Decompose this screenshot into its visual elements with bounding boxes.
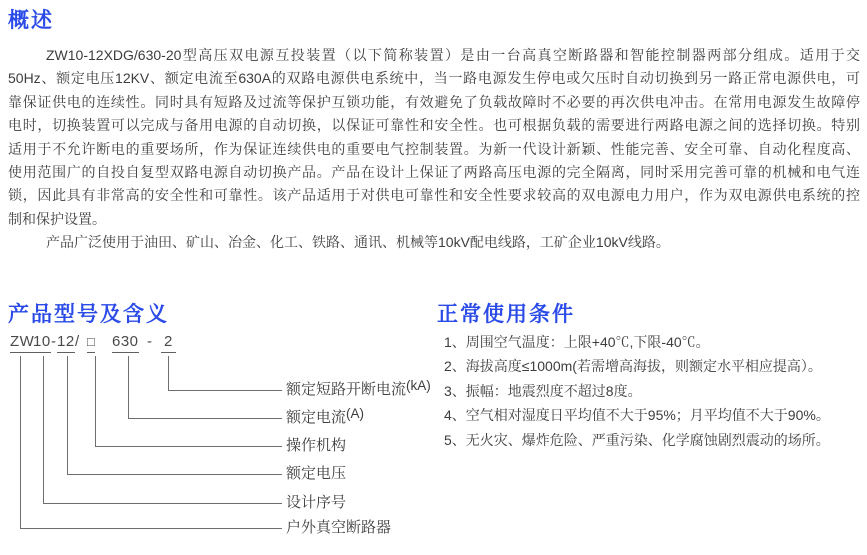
label-text: 额定短路开断电流: [286, 380, 407, 398]
model-segment-slash: /: [75, 332, 80, 350]
model-segment-hyphen: -: [51, 332, 57, 350]
label-text: 设计序号: [286, 493, 347, 511]
model-segment-hyphen2: -: [147, 332, 153, 350]
condition-item: 1、周围空气温度：上限+40℃,下限-40℃。: [444, 333, 710, 350]
model-part-label-outdoor-breaker: [286, 518, 391, 538]
leader-line-vertical: [168, 356, 169, 390]
condition-item: 4、空气相对湿度日平均值不大于95%；月平均值不大于90%。: [444, 407, 830, 424]
model-section-heading: 产品型号及含义: [8, 302, 169, 326]
model-segment-2: 2: [161, 333, 176, 353]
label-text: 额定电流: [286, 408, 347, 426]
leader-line-horizontal: [43, 503, 282, 504]
model-segment-630: 630: [112, 333, 139, 353]
model-part-label-breaking-current: [286, 377, 431, 400]
conditions-list: [437, 330, 860, 453]
leader-line-vertical: [43, 356, 44, 503]
model-segment-10: 10: [33, 333, 51, 353]
model-meaning-section: [8, 302, 437, 545]
leader-line-horizontal: [95, 446, 282, 447]
operating-conditions-section: [437, 302, 860, 545]
leader-line-vertical: [67, 356, 68, 474]
leader-line-vertical: [20, 356, 21, 528]
label-text: 额定电压: [286, 464, 347, 482]
overview-line: 制和保护设置。: [8, 210, 106, 227]
label-text: 户外真空断路器: [286, 518, 392, 536]
model-part-label-design-number: [286, 493, 346, 513]
condition-item: 5、无火灾、爆炸危险、严重污染、化学腐蚀剧烈震动的场所。: [444, 431, 830, 448]
leader-line-horizontal: [67, 474, 282, 475]
overview-line: 50Hz、额定电压12KV、额定电流至630A的双路电源供电系统中，当一路电源发生停电或欠压时自动切换到另一路正常电源供电，可: [8, 70, 860, 87]
model-part-label-rated-current: [286, 405, 365, 428]
leader-line-horizontal: [168, 390, 282, 391]
overview-line: 适用于不允许断电的重要场所，作为保证连续供电的重要电气控制装置。为新一代设计新颖、性能完善、安全可靠、自动化程度高、: [8, 140, 860, 157]
overview-line: 锁，因此具有非常高的安全性和可靠性。该产品适用于对供电可靠性和安全性要求较高的双电源电力用户，作为双电源供电系统的控: [8, 187, 860, 204]
model-segment-box: □: [87, 333, 95, 353]
leader-line-horizontal: [128, 418, 282, 419]
leader-line-horizontal: [20, 528, 282, 529]
condition-item: 3、振幅：地震烈度不超过8度。: [444, 382, 642, 399]
model-segment-12: 12: [57, 333, 75, 353]
overview-applications-line: 产品广泛使用于油田、矿山、冶金、化工、铁路、通讯、机械等10kV配电线路，工矿企业10kV线路。: [46, 234, 670, 251]
model-segment-zw: ZW: [10, 333, 34, 353]
label-text: 操作机构: [286, 436, 347, 454]
model-part-label-mechanism: [286, 436, 346, 456]
label-unit: (A): [346, 405, 365, 421]
condition-item: 2、海拔高度≤1000m(若需增高海拔，则额定水平相应提高）。: [444, 358, 822, 375]
model-part-label-rated-voltage: [286, 464, 346, 484]
leader-line-vertical: [95, 356, 96, 446]
leader-line-vertical: [128, 356, 129, 418]
label-unit: (kA): [406, 377, 431, 393]
lower-section: [8, 302, 860, 545]
overview-line: 电时，切换装置可以完成与备用电源的自动切换，以保证可靠性和安全性。也可根据负载的需要进行两路电源之间的选择切换。特别: [8, 117, 860, 134]
overview-text: [8, 44, 860, 255]
overview-line: 使用范围广的自投自复型双路电源自动切换产品。产品在设计上保证了两路高压电源的完全隔离，同时采用完善可靠的机械和电气连: [8, 164, 860, 181]
conditions-heading: 正常使用条件: [437, 302, 575, 326]
overview-heading: 概述: [8, 9, 54, 32]
overview-line: ZW10-12XDG/630-20型高压双电源互投装置（以下简称装置）是由一台高真空断路器和智能控制器两部分组成。适用于交: [46, 47, 860, 63]
overview-line: 靠保证供电的连续性。同时具有短路及过流等保护互锁功能，有效避免了负载故障时不必要的再次供电冲击。在常用电源发生故障停: [8, 93, 860, 110]
model-code-diagram: [8, 333, 437, 545]
